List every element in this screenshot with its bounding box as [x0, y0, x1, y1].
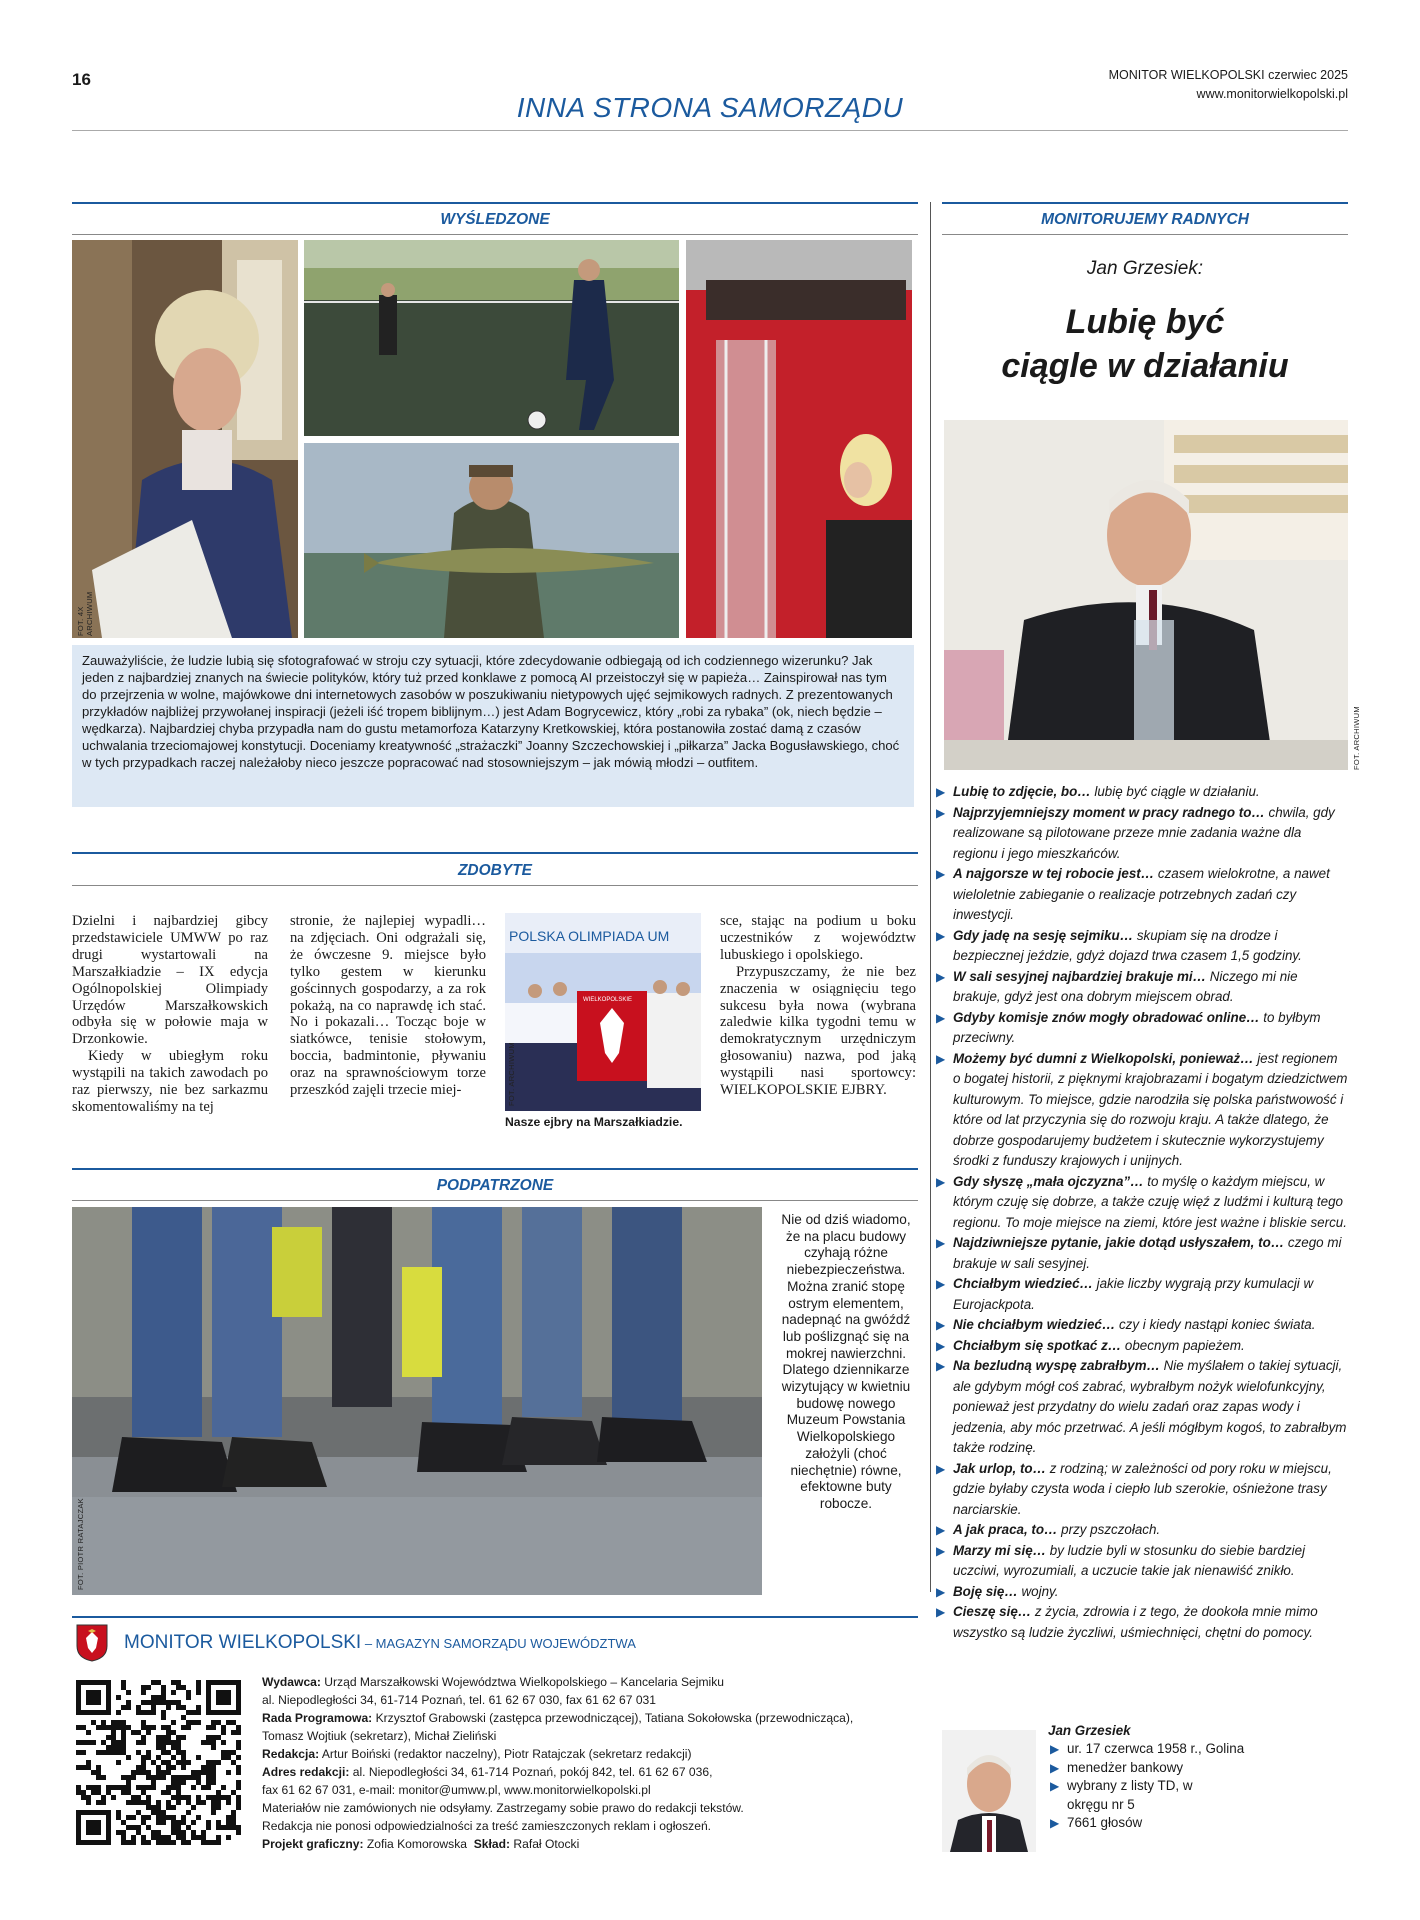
triangle-bullet-icon: ▶	[936, 928, 946, 943]
wysledzone-credit: FOT. 4X ARCHIWUM	[76, 591, 94, 636]
wysledzone-rule-bottom	[72, 234, 918, 235]
podpatrzone-heading: PODPATRZONE	[436, 1177, 554, 1194]
wysledzone-heading: WYŚLEDZONE	[440, 211, 550, 228]
zdobyte-photo-caption: Nasze ejbry na Marszałkiadzie.	[505, 1115, 683, 1129]
triangle-bullet-icon: ▶	[936, 1010, 946, 1025]
qa-item: ▶ Na bezludną wyspę zabrałbym… Nie myślałem o takiej sytuacji, ale gdybym mógł coś zabrać, wybrałbym nożyk wielofunkcyjny, ponieważ jest przydatny do wielu zadań oraz zapas wody i jedzenia, aby móc przetrwać. A jeśli mógłbym kogoś, to zabrałbym także rodzinę.	[936, 1358, 1347, 1455]
header-rule	[72, 130, 1348, 131]
monitorujemy-heading: MONITORUJEMY RADNYCH	[1041, 211, 1249, 228]
triangle-bullet-icon: ▶	[936, 1236, 946, 1250]
qa-item: ▶ Najprzyjemniejszy moment w pracy radnego to… chwila, gdy realizowane są pilotowane przeze mnie zadania ważne dla regionu i jego mieszkańców.	[936, 804, 1335, 861]
qr-code[interactable]	[76, 1680, 241, 1845]
footer-title-main: MONITOR WIELKOPOLSKI	[124, 1632, 362, 1653]
photo-work-boots	[72, 1207, 762, 1595]
bio-item: ▶ wybrany z listy TD, w okręgu nr 5	[1050, 1778, 1193, 1812]
podpatrzone-text: Nie od dziś wiadomo, że na placu budowy czyhają różne niebezpieczeństwa. Można zranić stopę ostrym elementem, nadepnąć na gwóźdź lub poślizgnąć się na mokrej nawierzchni. Dlatego dziennikarze wizytujący w kwietniu budowę nowego Muzeum Powstania Wielkopolskiego założyli (choć niechętnie) równe, efektowne buty robocze.	[781, 1212, 911, 1511]
triangle-bullet-icon: ▶	[936, 1584, 946, 1599]
imprint	[262, 1673, 932, 1853]
qa-item: ▶ A najgorsze w tej robocie jest… czasem wielokrotne, a nawet wieloletnie zabieganie o realizacje potrzebnych zadań czy inwestycji.	[936, 866, 1330, 922]
zdobyte-column-3	[720, 913, 916, 1099]
triangle-bullet-icon: ▶	[1050, 1760, 1060, 1775]
bio-item: ▶ ur. 17 czerwca 1958 r., Golina	[1048, 1740, 1244, 1758]
triangle-bullet-icon: ▶	[936, 785, 946, 799]
triangle-bullet-icon: ▶	[936, 1359, 946, 1373]
wysledzone-rule-top	[72, 202, 918, 204]
triangle-bullet-icon: ▶	[936, 805, 946, 820]
marszalkiada-banner-text: POLSKA OLIMPIADA UM	[509, 928, 670, 944]
page-number: 16	[72, 70, 91, 89]
triangle-bullet-icon: ▶	[936, 1277, 946, 1291]
qa-item: ▶ Nie chciałbym wiedzieć… czy i kiedy nastąpi koniec świata.	[934, 1315, 1348, 1336]
zdobyte-column-1	[72, 913, 268, 1116]
bio-portrait	[942, 1730, 1036, 1852]
imprint-redakcja: Redakcja: Artur Boiński (redaktor naczelny), Piotr Ratajczak (sekretarz redakcji)	[262, 1747, 692, 1761]
interview-qa	[934, 782, 1348, 1643]
photo-firefighter	[686, 240, 912, 638]
section-title: INNA STRONA SAMORZĄDU	[516, 92, 904, 123]
qa-item: ▶ Jak urlop, to… z rodziną; w zależności od pory roku w miejscu, gdzie byłaby czysta woda i ciepło lub szerokie, ośnieżone trasy narciarskie.	[936, 1460, 1332, 1517]
headline-line-2: ciągle w działaniu	[1001, 347, 1289, 385]
triangle-bullet-icon: ▶	[936, 969, 946, 984]
qa-item: ▶ Gdyby komisje znów mogły obradować online… to byłbym przeciwny.	[936, 1009, 1321, 1045]
coat-of-arms-icon	[76, 1624, 108, 1662]
qa-item: ▶ Cieszę się… z życia, zdrowia i z tego, że dookoła mnie mimo wszystko są ludzie życzliwi, uśmiechnięci, chętni do pomocy.	[936, 1604, 1318, 1640]
qa-item: ▶ Możemy być dumni z Wielkopolski, ponieważ… jest regionem o bogatej historii, z pięknymi krajobrazami i bogatym dziedzictwem kulturowym. To miejsce, gdzie narodziła się polska państwowość i które od lat przyczynia się do rozwoju kraju. A także dlatego, że dobrze gospodarujemy budżetem i skutecznie wykorzystujemy środki z funduszy krajowych i unijnych.	[936, 1050, 1348, 1168]
photo-football	[304, 240, 679, 436]
triangle-bullet-icon: ▶	[936, 1318, 946, 1332]
triangle-bullet-icon: ▶	[936, 867, 946, 881]
qa-item: ▶ Chciałbym wiedzieć… jakie liczby wygrają przy kumulacji w Eurojackpota.	[936, 1276, 1314, 1312]
masthead-website[interactable]: www.monitorwielkopolski.pl	[1196, 87, 1348, 101]
imprint-note-2: Redakcja nie ponosi odpowiedzialności za treść zamieszczonych reklam i ogłoszeń.	[262, 1819, 712, 1833]
triangle-bullet-icon: ▶	[1050, 1816, 1060, 1831]
interview-headline	[942, 300, 1348, 388]
podpatrzone-rule-bottom	[72, 1200, 918, 1201]
monitorujemy-rule-top	[942, 202, 1348, 204]
photo-fisherman	[304, 443, 679, 638]
imprint-projekt: Projekt graficzny: Zofia Komorowska Skład: Rafał Otocki	[262, 1837, 580, 1851]
qr-code-icon	[76, 1680, 241, 1845]
imprint-adres: Adres redakcji: al. Niepodległości 34, 61-714 Poznań, pokój 842, tel. 61 62 67 036,	[262, 1765, 713, 1779]
bio-box	[1048, 1722, 1244, 1832]
zdobyte-rule-bottom	[72, 885, 918, 886]
zdobyte-paragraph: sce, stając na podium u boku uczestników z województw lubuskiego i opolskiego.	[720, 913, 916, 963]
zdobyte-heading: ZDOBYTE	[457, 862, 533, 879]
triangle-bullet-icon: ▶	[936, 1461, 946, 1476]
photo-marszalkiada-team	[505, 913, 701, 1111]
podpatrzone-rule-top	[72, 1168, 918, 1170]
monitorujemy-rule-bottom	[942, 234, 1348, 235]
triangle-bullet-icon: ▶	[936, 1523, 946, 1537]
imprint-wydawca-address: al. Niepodległości 34, 61-714 Poznań, tel. 61 62 67 030, fax 61 62 67 031	[262, 1693, 657, 1707]
column-divider	[930, 202, 931, 1592]
triangle-bullet-icon: ▶	[936, 1338, 946, 1353]
bio-item: ▶ 7661 głosów	[1048, 1814, 1244, 1832]
triangle-bullet-icon: ▶	[936, 1605, 946, 1619]
masthead-issue: MONITOR WIELKOPOLSKI czerwiec 2025	[1108, 68, 1348, 82]
podpatrzone-credit: FOT. PIOTR RATAJCZAK	[76, 1498, 85, 1590]
imprint-wydawca: Wydawca: Urząd Marszałkowski Województwa Wielkopolskiego – Kancelaria Sejmiku	[262, 1675, 724, 1689]
triangle-bullet-icon: ▶	[936, 1174, 946, 1189]
triangle-bullet-icon: ▶	[936, 1051, 946, 1066]
headline-line-1: Lubię być	[1065, 303, 1225, 341]
zdobyte-paragraph: Przypuszczamy, że nie bez znaczenia w osiągnięciu tego sukcesu była nowa (wybrana zaledwie kilka tygodni temu w demokratycznym urzędniczym głosowaniu) nazwa, pod jaką wystąpili nasi sportowcy: WIELKOPOLSKIE EJBRY.	[720, 963, 916, 1099]
qa-item: ▶ W sali sesyjnej najbardziej brakuje mi… Niczego mi nie brakuje, gdyż jest ona dobrym miejscem obrad.	[936, 968, 1298, 1004]
imprint-adres-2: fax 61 62 67 031, e-mail: monitor@umww.pl, www.monitorwielkopolski.pl	[262, 1783, 651, 1797]
interviewee-name: Jan Grzesiek:	[1086, 258, 1204, 279]
photo-jan-grzesiek	[944, 420, 1348, 770]
imprint-rada-2: Tomasz Wojtiuk (sekretarz), Michał Zieliński	[262, 1729, 497, 1743]
imprint-note-1: Materiałów nie zamówionych nie odsyłamy. Zastrzegamy sobie prawo do redakcji tekstów.	[262, 1801, 744, 1815]
qa-item: ▶ Marzy mi się… by ludzie byli w stosunku do siebie bardziej uczciwi, wyrozumiali, a uczucie takie jak nienawiść znikło.	[936, 1542, 1306, 1578]
qa-item: ▶ Gdy słyszę „mała ojczyzna”… to myślę o każdym miejscu, w którym czuję się dobrze, a także czuję więź z ludźmi i kulturą tego regionu. To moje miejsce na ziemi, które jest ważne i bliskie sercu.	[936, 1173, 1347, 1230]
qa-item: ▶ A jak praca, to… przy pszczołach.	[934, 1520, 1348, 1541]
zdobyte-credit: FOT. ARCHIWUM	[507, 1042, 516, 1106]
qa-item: ▶ Najdziwniejsze pytanie, jakie dotąd usłyszałem, to… czego mi brakuje w sali sesyjnej.	[936, 1235, 1342, 1271]
qa-item: ▶ Chciałbym się spotkać z… obecnym papieżem.	[934, 1336, 1348, 1357]
triangle-bullet-icon: ▶	[936, 1543, 946, 1558]
zdobyte-paragraph: Dzielni i najbardziej gibcy przedstawiciele UMWW po raz drugi wystartowali na Marszałkiadzie – IX edycja Ogólnopolskiej Olimpiady Urzędów Marszałkowskich odbyła się w połowie maja w Drzonkowie.	[72, 913, 268, 1048]
zdobyte-column-2	[290, 913, 486, 1099]
qa-item: ▶ Gdy jadę na sesję sejmiku… skupiam się na drodze i bezpiecznej jeździe, gdyż dojazd trwa czasem 1,5 godziny.	[936, 927, 1302, 963]
zdobyte-paragraph: stronie, że najlepiej wypadli… na zdjęciach. Oni odgrażali się, że ówczesne 9. miejsce było tylko gestem w kierunku gościnnych gospodarzy, a za rok pokażą, na co naprawdę ich stać. No i pokazali… Tocząc boje w siatkówce, tenisie stołowym, boccia, badmintonie, pływaniu oraz na sprawnościowym torze przeszkód zajęli trzecie miej-	[290, 913, 486, 1099]
bio-item: ▶ menedżer bankowy	[1048, 1759, 1244, 1777]
photo-lady-costume	[72, 240, 298, 638]
qa-item: ▶ Lubię to zdjęcie, bo… lubię być ciągle w działaniu.	[934, 782, 1348, 803]
imprint-rada: Rada Programowa: Krzysztof Grabowski (zastępca przewodniczącej), Tatiana Sokołowska (przewodnicząca),	[262, 1711, 854, 1725]
footer-title-sub: – MAGAZYN SAMORZĄDU WOJEWÓDZTWA	[361, 1636, 636, 1651]
zdobyte-rule-top	[72, 852, 918, 854]
bio-name: Jan Grzesiek	[1048, 1723, 1131, 1738]
marszalkiada-flag-text: WIELKOPOLSKIE	[583, 997, 633, 1003]
qa-item: ▶ Boję się… wojny.	[934, 1582, 1348, 1603]
monitorujemy-credit: FOT. ARCHIWUM	[1352, 706, 1361, 770]
footer-rule	[72, 1616, 918, 1618]
triangle-bullet-icon: ▶	[1050, 1779, 1060, 1794]
zdobyte-paragraph: Kiedy w ubiegłym roku wystąpili na takich zawodach po raz pierwszy, nie bez sarkazmu skomentowaliśmy na tej	[72, 1048, 268, 1115]
footer-title	[124, 1632, 636, 1654]
triangle-bullet-icon: ▶	[1050, 1742, 1060, 1757]
wysledzone-caption: Zauważyliście, że ludzie lubią się sfotografować w stroju czy sytuacji, które zdecydowanie odbiegają od ich codziennego wizerunku? Jak jeden z najbardziej znanych na świecie polityków, który tuż przed konklawe z pomocą AI przeistoczył się w papieża… Zainspirował nas tym do przejrzenia w wolne, majówkowe dni internetowych zasobów w poszukiwaniu nietypowych ujęć sejmikowych radnych. Z prezentowanych przykładów najbliżej przywołanej inspiracji (jeżeli iść tropem biblijnym…) jest Adam Bogrycewicz, który „robi za rybaka” (ok, niech będzie – wędkarza). Najbardziej chyba przypadła nam do gustu metamorfoza Katarzyny Kretkowskiej, która postanowiła zostać damą z czasów uchwalania trzeciomajowej konstytucji. Doceniamy kreatywność „strażaczki” Joanny Szczechowskiej i „piłkarza” Jacka Bogusławskiego, choć w tych przypadkach raczej należałoby nieco jeszcze popracować nad stosowniejszym – jak mówią młodzi – outfitem.	[72, 645, 914, 807]
